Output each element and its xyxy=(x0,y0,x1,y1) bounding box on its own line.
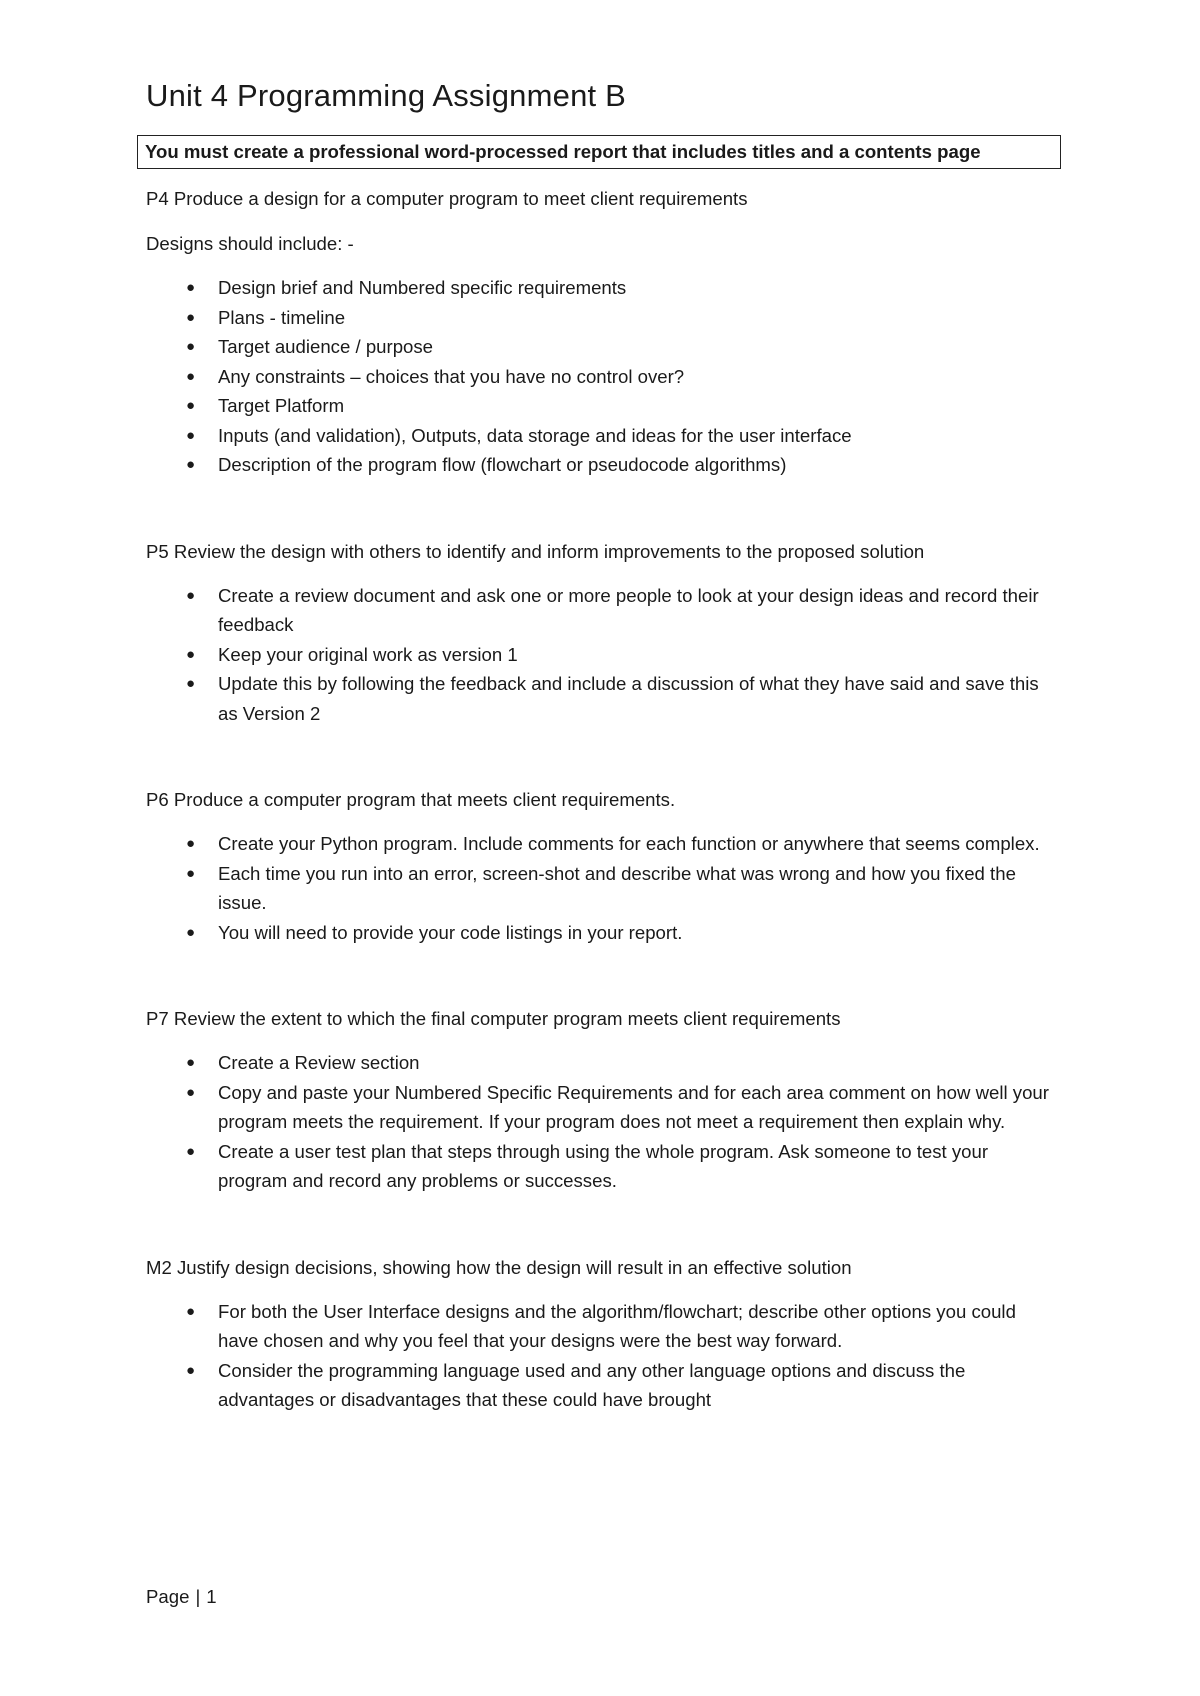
bullet-list-p6 xyxy=(146,829,1070,947)
list-item: ● Create a review document and ask one or more people to look at your design ideas and record their feedback xyxy=(146,581,1070,640)
list-item: ● Copy and paste your Numbered Specific Requirements and for each area comment on how well your program meets the requirement. If your program does not meet a requirement then explain why. xyxy=(146,1078,1070,1137)
bullet-list-p7 xyxy=(146,1048,1070,1196)
list-item: ● Each time you run into an error, screen-shot and describe what was wrong and how you fixed the issue. xyxy=(146,859,1070,918)
list-item: ● Create a user test plan that steps through using the whole program. Ask someone to test your program and record any problems or successes. xyxy=(146,1137,1070,1196)
bullet-icon: ● xyxy=(186,864,196,882)
footer-page-label: Page xyxy=(146,1586,190,1607)
section-m2 xyxy=(146,1254,1070,1415)
section-p4 xyxy=(146,185,1070,480)
bullet-icon: ● xyxy=(186,675,196,692)
bullet-icon: ● xyxy=(186,1361,196,1379)
requirement-notice-box: You must create a professional word-processed report that includes titles and a contents page xyxy=(137,135,1061,169)
bullet-list-m2 xyxy=(146,1297,1070,1415)
bullet-icon: ● xyxy=(186,1083,196,1101)
list-item: ● Create a Review section xyxy=(146,1048,1070,1078)
bullet-icon: ● xyxy=(186,923,196,941)
list-item: ● Design brief and Numbered specific requirements xyxy=(146,273,1070,303)
bullet-icon: ● xyxy=(186,279,196,296)
list-item: ● Consider the programming language used and any other language options and discuss the advantages or disadvantages that these could have brought xyxy=(146,1356,1070,1415)
section-heading-m2: M2 Justify design decisions, showing how the design will result in an effective solution xyxy=(146,1256,852,1278)
bullet-icon: ● xyxy=(186,397,196,414)
bullet-icon: ● xyxy=(186,1054,196,1071)
bullet-list-p4 xyxy=(146,273,1070,480)
list-item: ● For both the User Interface designs and the algorithm/flowchart; describe other options you could have chosen and why you feel that your designs were the best way forward. xyxy=(146,1297,1070,1356)
bullet-list-p5 xyxy=(146,581,1070,729)
bullet-icon: ● xyxy=(186,338,196,355)
footer-page-number: 1 xyxy=(206,1586,217,1607)
section-p7 xyxy=(146,1005,1070,1196)
footer-separator: | xyxy=(195,1586,201,1607)
bullet-icon: ● xyxy=(186,645,196,663)
section-intro-p4: Designs should include: - xyxy=(146,233,354,254)
section-heading-p7: P7 Review the extent to which the final computer program meets client requirements xyxy=(146,1008,841,1029)
section-p5 xyxy=(146,538,1070,729)
bullet-icon: ● xyxy=(186,1302,196,1320)
list-item: ● Any constraints – choices that you have no control over? xyxy=(146,362,1070,392)
bullet-icon: ● xyxy=(186,426,196,444)
bullet-icon: ● xyxy=(186,835,196,852)
document-title: Unit 4 Programming Assignment B xyxy=(146,78,627,113)
bullet-icon: ● xyxy=(186,367,196,385)
list-item: ● Update this by following the feedback and include a discussion of what they have said and save this as Version 2 xyxy=(146,669,1070,728)
list-item: ● Plans - timeline xyxy=(146,303,1070,333)
section-p6 xyxy=(146,786,1070,947)
bullet-icon: ● xyxy=(186,308,196,326)
list-item: ● Keep your original work as version 1 xyxy=(146,640,1070,670)
list-item: ● Inputs (and validation), Outputs, data storage and ideas for the user interface xyxy=(146,421,1070,451)
list-item: ● You will need to provide your code listings in your report. xyxy=(146,918,1070,948)
section-heading-p6: P6 Produce a computer program that meets client requirements. xyxy=(146,789,676,810)
document-page xyxy=(146,78,1070,1415)
section-heading-p4: P4 Produce a design for a computer program to meet client requirements xyxy=(146,188,748,209)
list-item: ● Create your Python program. Include comments for each function or anywhere that seems complex. xyxy=(146,829,1070,859)
bullet-icon: ● xyxy=(186,586,196,604)
bullet-icon: ● xyxy=(186,1142,196,1160)
section-heading-p5: P5 Review the design with others to identify and inform improvements to the proposed solution xyxy=(146,540,925,562)
bullet-icon: ● xyxy=(186,456,196,473)
page-footer xyxy=(146,1585,217,1609)
list-item: ● Target Platform xyxy=(146,391,1070,421)
list-item: ● Target audience / purpose xyxy=(146,332,1070,362)
list-item: ● Description of the program flow (flowchart or pseudocode algorithms) xyxy=(146,450,1070,480)
